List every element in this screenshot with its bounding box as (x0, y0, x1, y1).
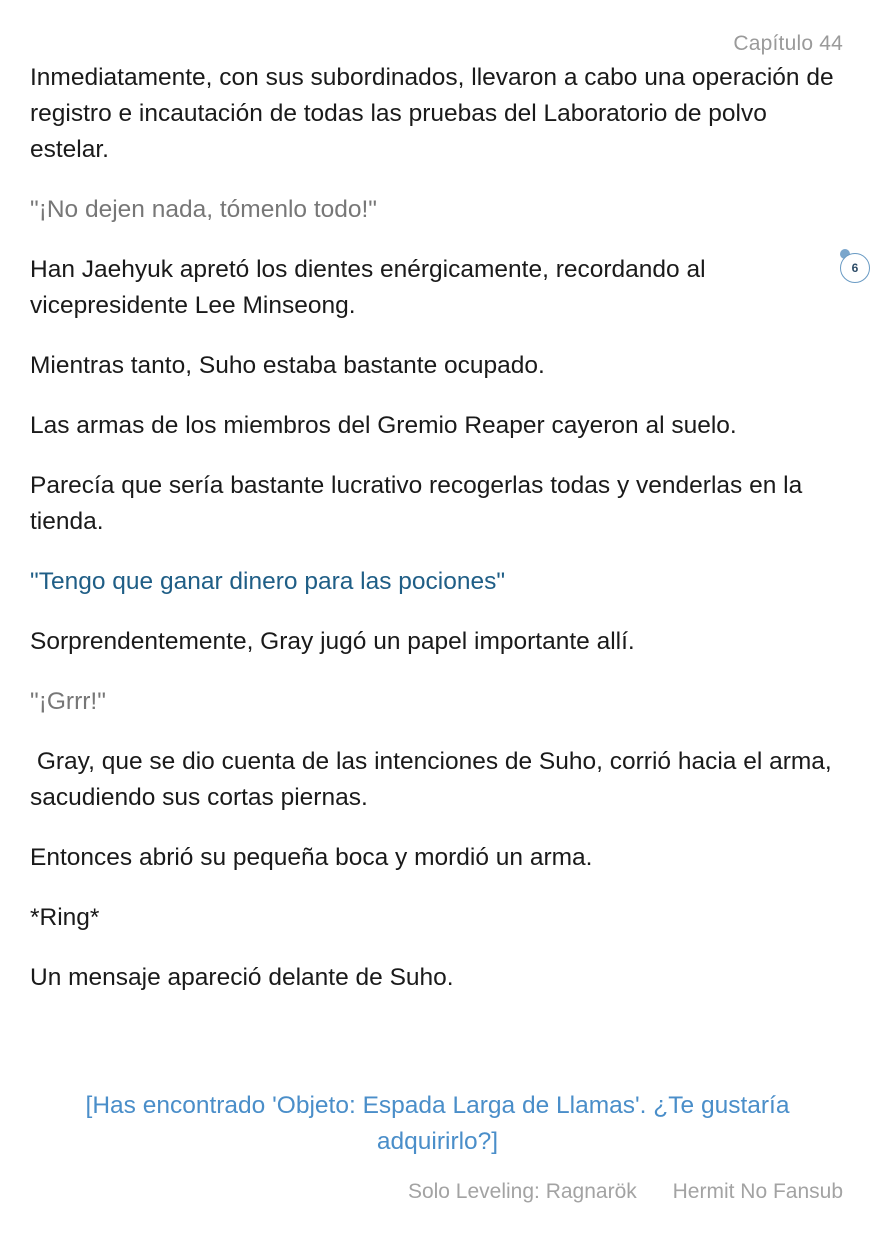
comment-count-badge[interactable] (840, 253, 870, 283)
footer-title: Solo Leveling: Ragnarök (407, 1180, 637, 1203)
paragraph-narration: Inmediatamente, con sus subordinados, llevaron a cabo una operación de registro e incautación de todas las pruebas del Laboratorio de polvo estelar. (30, 64, 834, 163)
page-footer (408, 1180, 843, 1204)
paragraph-narration: Las armas de los miembros del Gremio Reaper cayeron al suelo. (30, 412, 737, 439)
paragraph-narration: Mientras tanto, Suho estaba bastante ocupado. (30, 352, 545, 379)
paragraph-thought: "Tengo que ganar dinero para las pociones" (30, 568, 506, 595)
paragraph-narration: Entonces abrió su pequeña boca y mordió un arma. (30, 844, 593, 871)
chapter-header: Capítulo 44 (733, 32, 843, 55)
paragraph-sound-effect: *Ring* (30, 904, 100, 931)
footer-translator: Hermit No Fansub (672, 1180, 843, 1203)
story-content (30, 60, 845, 996)
comment-count: 6 (851, 261, 859, 275)
paragraph-dialog: "¡No dejen nada, tómenlo todo!" (30, 196, 378, 223)
paragraph-narration: Un mensaje apareció delante de Suho. (30, 964, 454, 991)
paragraph-dialog: "¡Grrr!" (30, 688, 106, 715)
paragraph-narration: Sorprendentemente, Gray jugó un papel importante allí. (30, 628, 635, 655)
paragraph-narration: Gray, que se dio cuenta de las intenciones de Suho, corrió hacia el arma, sacudiendo sus cortas piernas. (30, 748, 839, 811)
paragraph-narration: Parecía que sería bastante lucrativo recogerlas todas y venderlas en la tienda. (30, 472, 803, 535)
system-message: [Has encontrado 'Objeto: Espada Larga de Llamas'. ¿Te gustaría adquirirlo?] (85, 1092, 790, 1155)
paragraph-narration: Han Jaehyuk apretó los dientes enérgicamente, recordando al vicepresidente Lee Minseong. (30, 256, 706, 319)
